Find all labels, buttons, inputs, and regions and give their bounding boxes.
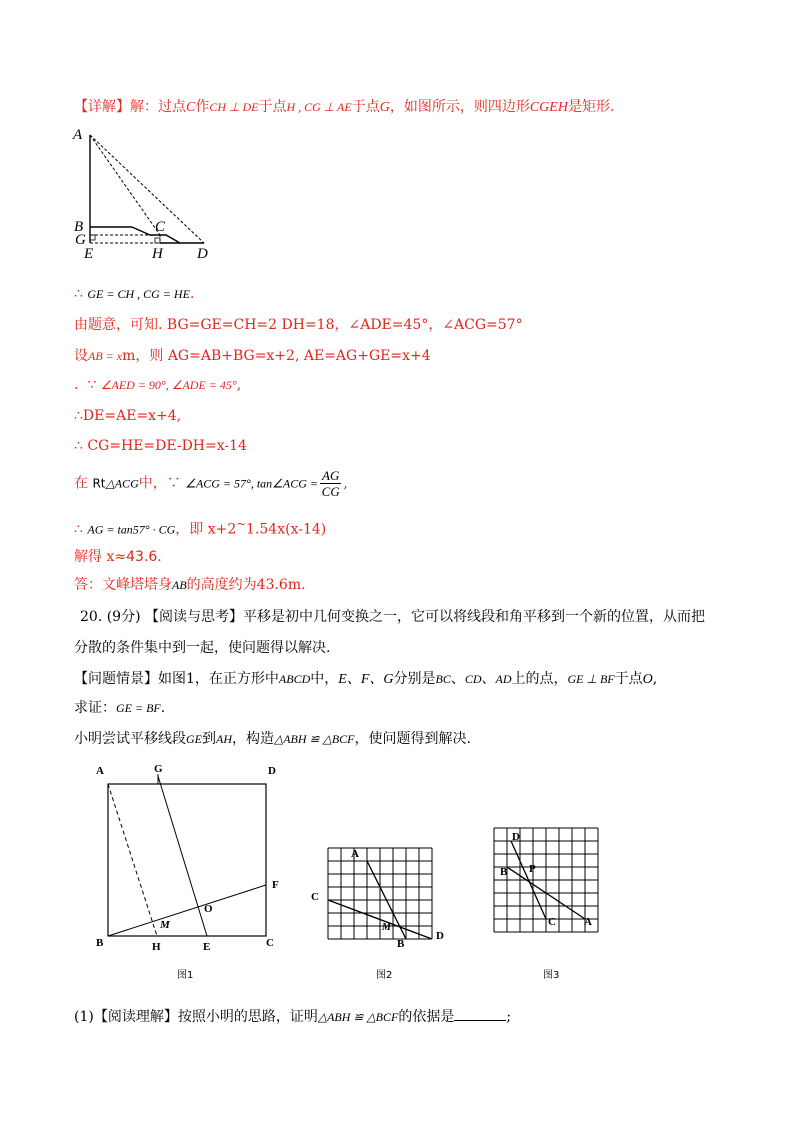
problem20-line5: 小明尝试平移线段GE到AH，构造△ABH ≌ △BCF，使问题得到解决. bbox=[74, 731, 471, 747]
label-B-top: B bbox=[74, 219, 84, 235]
fig1-B: B bbox=[96, 937, 104, 949]
figure-1-square bbox=[90, 760, 290, 960]
fig1-caption: 图1 bbox=[177, 970, 194, 981]
fig1-M: M bbox=[160, 919, 170, 931]
step-1: ∴ GE = CH , CG = HE. bbox=[74, 286, 195, 302]
fig3-A: A bbox=[584, 916, 592, 928]
fig3-B: B bbox=[500, 866, 508, 878]
step-10: 答：文峰塔塔身AB的高度约为43.6m. bbox=[74, 577, 306, 593]
step-5: ∴DE=AE=x+4, bbox=[74, 408, 182, 424]
fig1-O: O bbox=[204, 903, 213, 915]
fig2-caption: 图2 bbox=[376, 970, 393, 981]
fig2-A: A bbox=[351, 848, 359, 860]
fig3-caption: 图3 bbox=[543, 970, 560, 981]
label-D-top: D bbox=[197, 246, 208, 262]
problem20-line4: 求证：GE = BF. bbox=[74, 700, 166, 716]
fig3-P: P bbox=[529, 863, 536, 875]
fig1-E: E bbox=[203, 941, 211, 953]
solution-intro: 【详解】解：过点C作CH ⊥ DE于点H , CG ⊥ AE于点G，如图所示，则四边形CGEH是矩形. bbox=[74, 99, 615, 115]
problem20-line1: 20. (9分) 【阅读与思考】平移是初中几何变换之一，它可以将线段和角平移到一个新的位置，从而把 bbox=[80, 609, 705, 625]
label-E-top: E bbox=[84, 246, 94, 262]
fig2-D: D bbox=[436, 930, 444, 942]
problem20-line3: 【问题情景】如图1，在正方形中ABCD中，E、F、G分别是BC、CD、AD上的点，GE ⊥ BF于点O, bbox=[74, 671, 658, 687]
label-H-top: H bbox=[152, 246, 163, 262]
fig2-B: B bbox=[397, 938, 405, 950]
step-3: 设AB = xm，则 AG=AB+BG=x+2, AE=AG+GE=x+4 bbox=[74, 348, 431, 364]
fig3-D: D bbox=[512, 831, 520, 843]
step-8: ∴ AG = tan57° · CG，即 x+2~1.54x(x-14) bbox=[74, 517, 327, 538]
fig3-C: C bbox=[548, 916, 556, 928]
fig1-C: C bbox=[266, 937, 274, 949]
problem20-line2: 分散的条件集中到一起，使问题得以解决. bbox=[74, 640, 331, 656]
fig2-C: C bbox=[311, 891, 319, 903]
label-G-top: G bbox=[75, 232, 86, 248]
fig1-G: G bbox=[154, 763, 163, 775]
fig1-A: A bbox=[96, 765, 104, 777]
question-1: (1)【阅读理解】按照小明的思路，证明△ABH ≌ △BCF的依据是 ; bbox=[74, 1006, 511, 1027]
fig2-M: M bbox=[382, 922, 391, 933]
step-9: 解得 x≈43.6. bbox=[74, 549, 162, 565]
answer-blank[interactable] bbox=[454, 1006, 506, 1021]
step-2: 由题意，可知. BG=GE=CH=2 DH=18，∠ADE=45°，∠ACG=57° bbox=[74, 317, 523, 333]
step-7: 在 Rt△ACG中，∵ ∠ACG = 57°, tan∠ACG = $\frac{AG}{CG}$ , bbox=[74, 468, 348, 499]
label-A-top: A bbox=[73, 127, 83, 143]
tower-figure bbox=[70, 125, 230, 265]
label-C-top: C bbox=[155, 219, 166, 235]
tan-fraction: $\frac{AG}{CG}$ bbox=[321, 468, 340, 499]
fig1-F: F bbox=[272, 879, 279, 891]
fig1-D: D bbox=[268, 765, 276, 777]
fig1-H: H bbox=[152, 941, 161, 953]
step-6: ∴ CG=HE=DE-DH=x-14 bbox=[74, 438, 247, 454]
step-4: . ∵ ∠AED = 90°, ∠ADE = 45°, bbox=[74, 377, 242, 393]
